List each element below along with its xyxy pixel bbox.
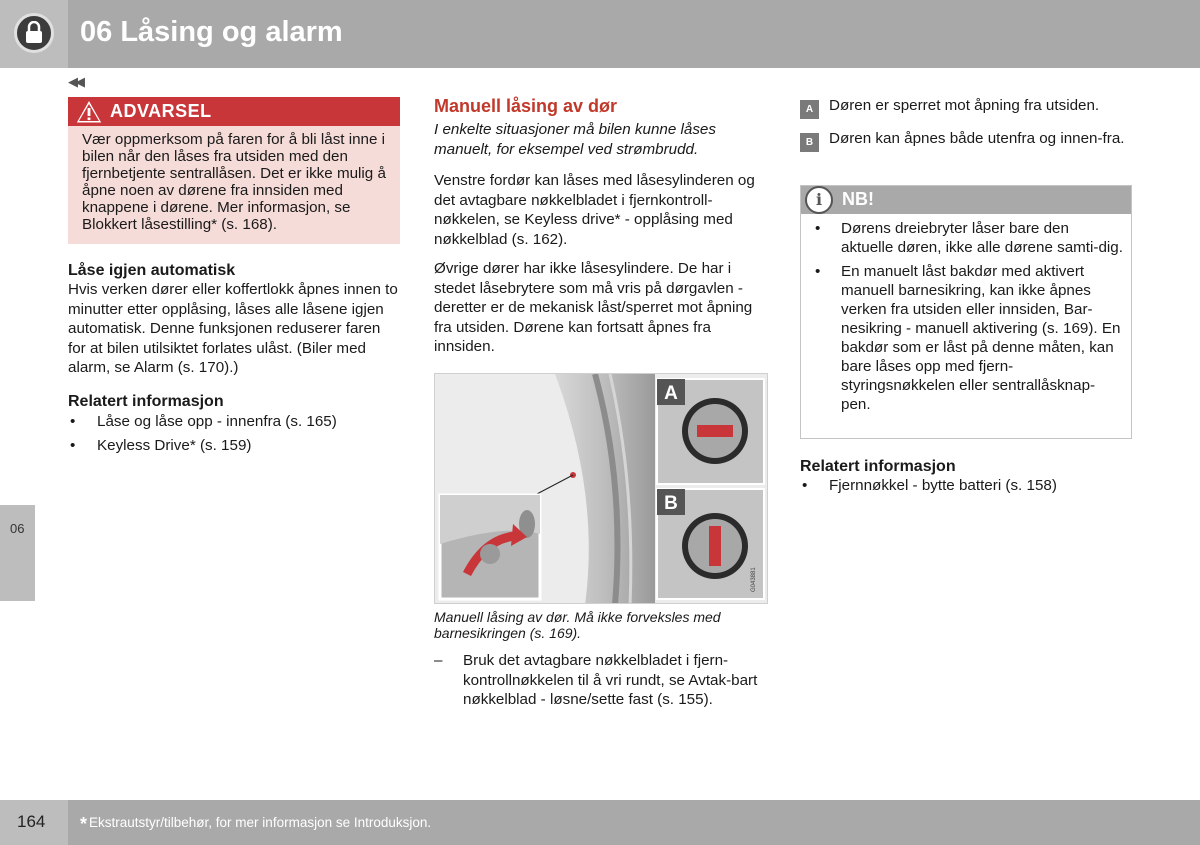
warning-triangle-icon xyxy=(74,98,104,125)
related-heading-2: Relatert informasjon xyxy=(800,458,956,475)
figure-caption: Manuell låsing av dør. Må ikke forveksles med barnesikringen (s. 169). xyxy=(434,609,721,641)
related-link[interactable]: • Fjernnøkkel - bytte batteri (s. 158) xyxy=(800,476,1132,496)
page-number: 164 xyxy=(17,812,46,831)
auto-lock-text: Hvis verken dører eller koffertlokk åpnes innen to minutter etter opplåsing, låses alle låsene igjen automatisk. Denne funksjonen reduserer faren for at bilen utilsiktet forlates ulåst. (Biler med alarm, se Alarm (s. 170).) xyxy=(68,281,398,376)
chapter-title: 06 Låsing og alarm xyxy=(80,16,343,48)
warning-text: Vær oppmerksom på faren for å bli låst inne i bilen når den låses fra utsiden med den fjernbetjente sentrallåsen. Det er ikke mulig å åpne noen av dørene fra innsiden med knappene i dørene. Mer informasjon, se Blokkert låsestilling* (s. 168). xyxy=(68,126,400,244)
footnote xyxy=(80,814,431,835)
manual-lock-heading: Manuell låsing av dør xyxy=(434,96,618,116)
manual-lock-intro: I enkelte situasjoner må bilen kunne låses manuelt, for eksempel ved strømbrudd. xyxy=(434,121,716,158)
lock-icon xyxy=(14,13,54,53)
note-box xyxy=(800,185,1132,439)
auto-lock-heading: Låse igjen automatisk xyxy=(68,262,236,279)
figure-label-b: B xyxy=(664,493,678,514)
figure-label-a: A xyxy=(664,383,678,404)
note-header xyxy=(801,186,1131,214)
note-item: • En manuelt låst bakdør med aktivert manuell barnesikring, kan ikke åpnes verken fra utsiden eller innsiden, Bar-nesikring - manuell aktivering (s. 169). En bakdør som er låst på denne måten, kan bare låses opp med fjern-styringsnøkkelen eller sentrallåsknap-pen. xyxy=(813,262,1123,414)
step-instruction: – Bruk det avtagbare nøkkelbladet i fjern-kontrollnøkkelen til å vri rundt, se Avtak-bart nøkkelblad - løsne/sette fast (s. 155). xyxy=(434,651,769,710)
page-header xyxy=(0,0,1200,68)
related-heading-1: Relatert informasjon xyxy=(68,393,224,410)
note-list xyxy=(813,219,1123,419)
back-arrows-icon[interactable]: ◀◀ xyxy=(68,74,82,89)
page-footer xyxy=(0,800,1200,845)
manual-lock-paragraph-1: Venstre fordør kan låses med låsesylinderen og det avtagbare nøkkelbladet i fjernkontroll-nøkkelen, se Keyless drive* - opplåsing med nøkkelblad (s. 162). xyxy=(434,172,755,248)
note-title: NB! xyxy=(842,189,874,209)
chapter-side-tab[interactable] xyxy=(0,505,35,601)
related-link[interactable]: • Låse og låse opp - innenfra (s. 165) xyxy=(68,412,398,432)
note-item: • Dørens dreiebryter låser bare den aktuelle døren, ikke alle dørene samti-dig. xyxy=(813,219,1123,257)
chapter-side-tab-label: 06 xyxy=(10,521,25,536)
state-text-b: Døren kan åpnes både utenfra og innen-fra. xyxy=(829,130,1125,147)
door-lock-illustration xyxy=(434,373,768,604)
manual-lock-paragraph-2: Øvrige dører har ikke låsesylindere. De har i stedet låsebrytere som må vris på dørgavlen - deretter er de mekanisk låst/sperret mot åpning fra utsiden. Dørene kan fortsatt åpnes fra innsiden. xyxy=(434,260,753,355)
state-text-a: Døren er sperret mot åpning fra utsiden. xyxy=(829,97,1100,114)
warning-header xyxy=(68,97,400,126)
auto-lock-section xyxy=(68,261,398,378)
related-link[interactable]: • Keyless Drive* (s. 159) xyxy=(68,436,398,456)
related-info-section-2 xyxy=(800,457,1132,496)
state-label-b: B xyxy=(800,133,819,152)
info-icon: i xyxy=(805,186,833,214)
warning-title: ADVARSEL xyxy=(110,101,212,121)
state-label-a: A xyxy=(800,100,819,119)
manual-lock-section xyxy=(434,95,769,357)
header-tab xyxy=(0,0,68,68)
figure-code: G043881 xyxy=(751,567,757,592)
page-number-box xyxy=(0,800,68,845)
footnote-text: Ekstrautstyr/tilbehør, for mer informasjon se Introduksjon. xyxy=(89,815,432,830)
related-info-section-1 xyxy=(68,392,398,455)
footnote-star: * xyxy=(80,814,88,834)
